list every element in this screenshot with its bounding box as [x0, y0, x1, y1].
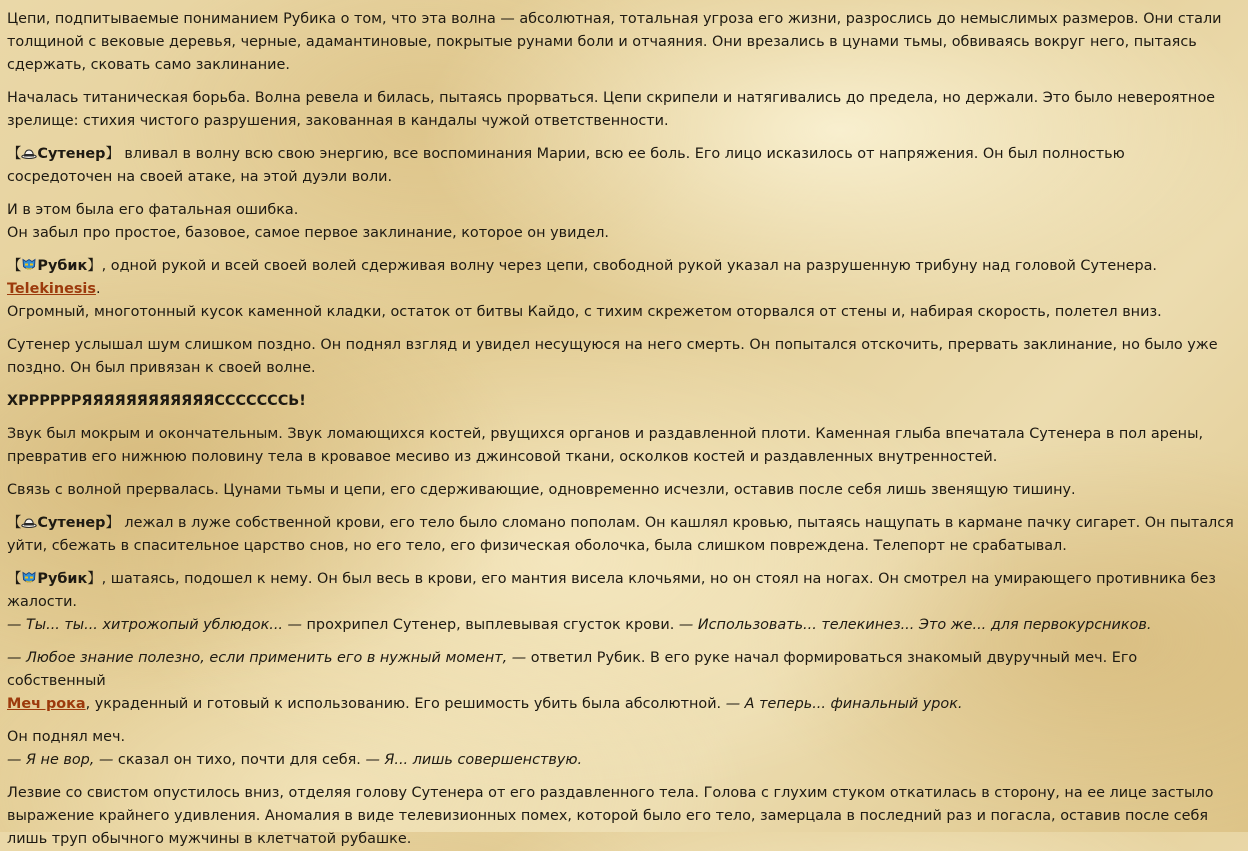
paragraph [7, 255, 1234, 324]
character-name: Сутенер [37, 515, 106, 531]
mask-icon [21, 571, 37, 585]
character-name: Рубик [37, 571, 88, 587]
paragraph-text: вливал в волну всю свою энергию, все воспоминания Марии, всю ее боль. Его лицо исказилось от напряжения. Он был полностью сосредоточен на своей атаке, на этой дуэли воли. [7, 146, 1125, 185]
line: Огромный, многотонный кусок каменной кладки, остаток от битвы Кайдо, с тихим скрежетом оторвался от стены и, набирая скорость, полетел вниз. [7, 304, 1162, 320]
hat-icon [21, 515, 37, 529]
paragraph [7, 143, 1234, 189]
dialogue-quote: — Я... лишь совершенствую. [365, 752, 583, 768]
paragraph: Сутенер услышал шум слишком поздно. Он поднял взгляд и увидел несущуюся на него смерть. Он попытался отскочить, прервать заклинание, но было уже поздно. Он был привязан к своей волне. [7, 337, 1218, 376]
punctuation: . [95, 281, 101, 297]
paragraph-text: , одной рукой и всей своей волей сдерживая волну через цепи, свободной рукой указал на разрушенную трибуну над головой Сутенера. [101, 258, 1158, 274]
mask-icon [21, 258, 37, 272]
paragraph [7, 512, 1234, 558]
paragraph-text: сказал он тихо, почти для себя. [113, 752, 366, 768]
name-tag-open: 【 [7, 146, 22, 162]
skill-link-doom-sword[interactable]: Меч рока [7, 696, 86, 712]
character-name: Сутенер [37, 146, 106, 162]
paragraph-text: , шатаясь, подошел к нему. Он был весь в крови, его мантия висела клочьями, но он стоял на ногах. Он смотрел на умирающего противника без жалости. [7, 571, 1216, 610]
line: Он забыл про простое, базовое, самое первое заклинание, которое он увидел. [7, 225, 609, 241]
paragraph [7, 647, 1234, 716]
line: Он поднял меч. [7, 729, 126, 745]
sound-effect: ХРРРРРРЯЯЯЯЯЯЯЯЯЯЯЯСССССССЬ! [7, 393, 306, 409]
name-tag-close: 】 [87, 571, 102, 587]
paragraph-text: лежал в луже собственной крови, его тело было сломано пополам. Он кашлял кровью, пытаясь нащупать в кармане пачку сигарет. Он пытался уйти, сбежать в спасительное царство снов, но его тело, его физическая оболочка, была слишком повреждена. Телепорт не срабатывал. [7, 515, 1234, 554]
paragraph [7, 199, 1234, 245]
paragraph [7, 568, 1234, 637]
name-tag-close: 】 [87, 258, 102, 274]
dialogue-quote: — А теперь... финальный урок. [725, 696, 963, 712]
line: И в этом была его фатальная ошибка. [7, 202, 299, 218]
character-name: Рубик [37, 258, 88, 274]
name-tag-open: 【 [7, 571, 22, 587]
paragraph: Цепи, подпитываемые пониманием Рубика о том, что эта волна — абсолютная, тотальная угроза его жизни, разрослись до немыслимых размеров. Они стали толщиной с вековые деревья, черные, адамантиновые, покрытые рунами боли и отчаяния. Они врезались в цунами тьмы, обвиваясь вокруг него, пытаясь сдержать, сковать само заклинание. [7, 11, 1222, 73]
paragraph-text: , украденный и готовый к использованию. Его решимость убить была абсолютной. [85, 696, 726, 712]
skill-link-telekinesis[interactable]: Telekinesis [7, 281, 96, 297]
dialogue-quote: — Ты... ты... хитрожопый ублюдок... — [7, 617, 302, 633]
paragraph: Началась титаническая борьба. Волна ревела и билась, пытаясь прорваться. Цепи скрипели и натягивались до предела, но держали. Это было невероятное зрелище: стихия чистого разрушения, закованная в кандалы чужой ответственности. [7, 90, 1215, 129]
name-tag-open: 【 [7, 515, 22, 531]
paragraph: Звук был мокрым и окончательным. Звук ломающихся костей, рвущихся органов и раздавленной плоти. Каменная глыба впечатала Сутенера в пол арены, превратив его нижнюю половину тела в кровавое месиво из джинсовой ткани, осколков костей и раздавленных внутренностей. [7, 426, 1204, 465]
dialogue-quote: — Я не вор, — [7, 752, 114, 768]
paragraph-text: ответил Рубик. В его руке начал формироваться знакомый двуручный меч. Его собственный [7, 650, 1138, 689]
dialogue-quote: — Любое знание полезно, если применить его в нужный момент, — [7, 650, 527, 666]
name-tag-close: 】 [105, 146, 120, 162]
dialogue-quote: — Использовать... телекинез... Это же... для первокурсников. [678, 617, 1152, 633]
paragraph-text: прохрипел Сутенер, выплевывая сгусток крови. [301, 617, 679, 633]
paragraph [7, 726, 1234, 772]
name-tag-close: 】 [105, 515, 120, 531]
hat-icon [21, 146, 37, 160]
paragraph: Лезвие со свистом опустилось вниз, отделяя голову Сутенера от его раздавленного тела. Голова с глухим стуком откатилась в сторону, на ее лице застыло выражение крайнего удивления. Аномалия в виде телевизионных помех, которой было его тело, замерцала в последний раз и погасла, оставив после себя лишь труп обычного мужчины в клетчатой рубашке. [7, 785, 1214, 847]
paragraph: Связь с волной прервалась. Цунами тьмы и цепи, его сдерживающие, одновременно исчезли, оставив после себя лишь звенящую тишину. [7, 482, 1076, 498]
name-tag-open: 【 [7, 258, 22, 274]
